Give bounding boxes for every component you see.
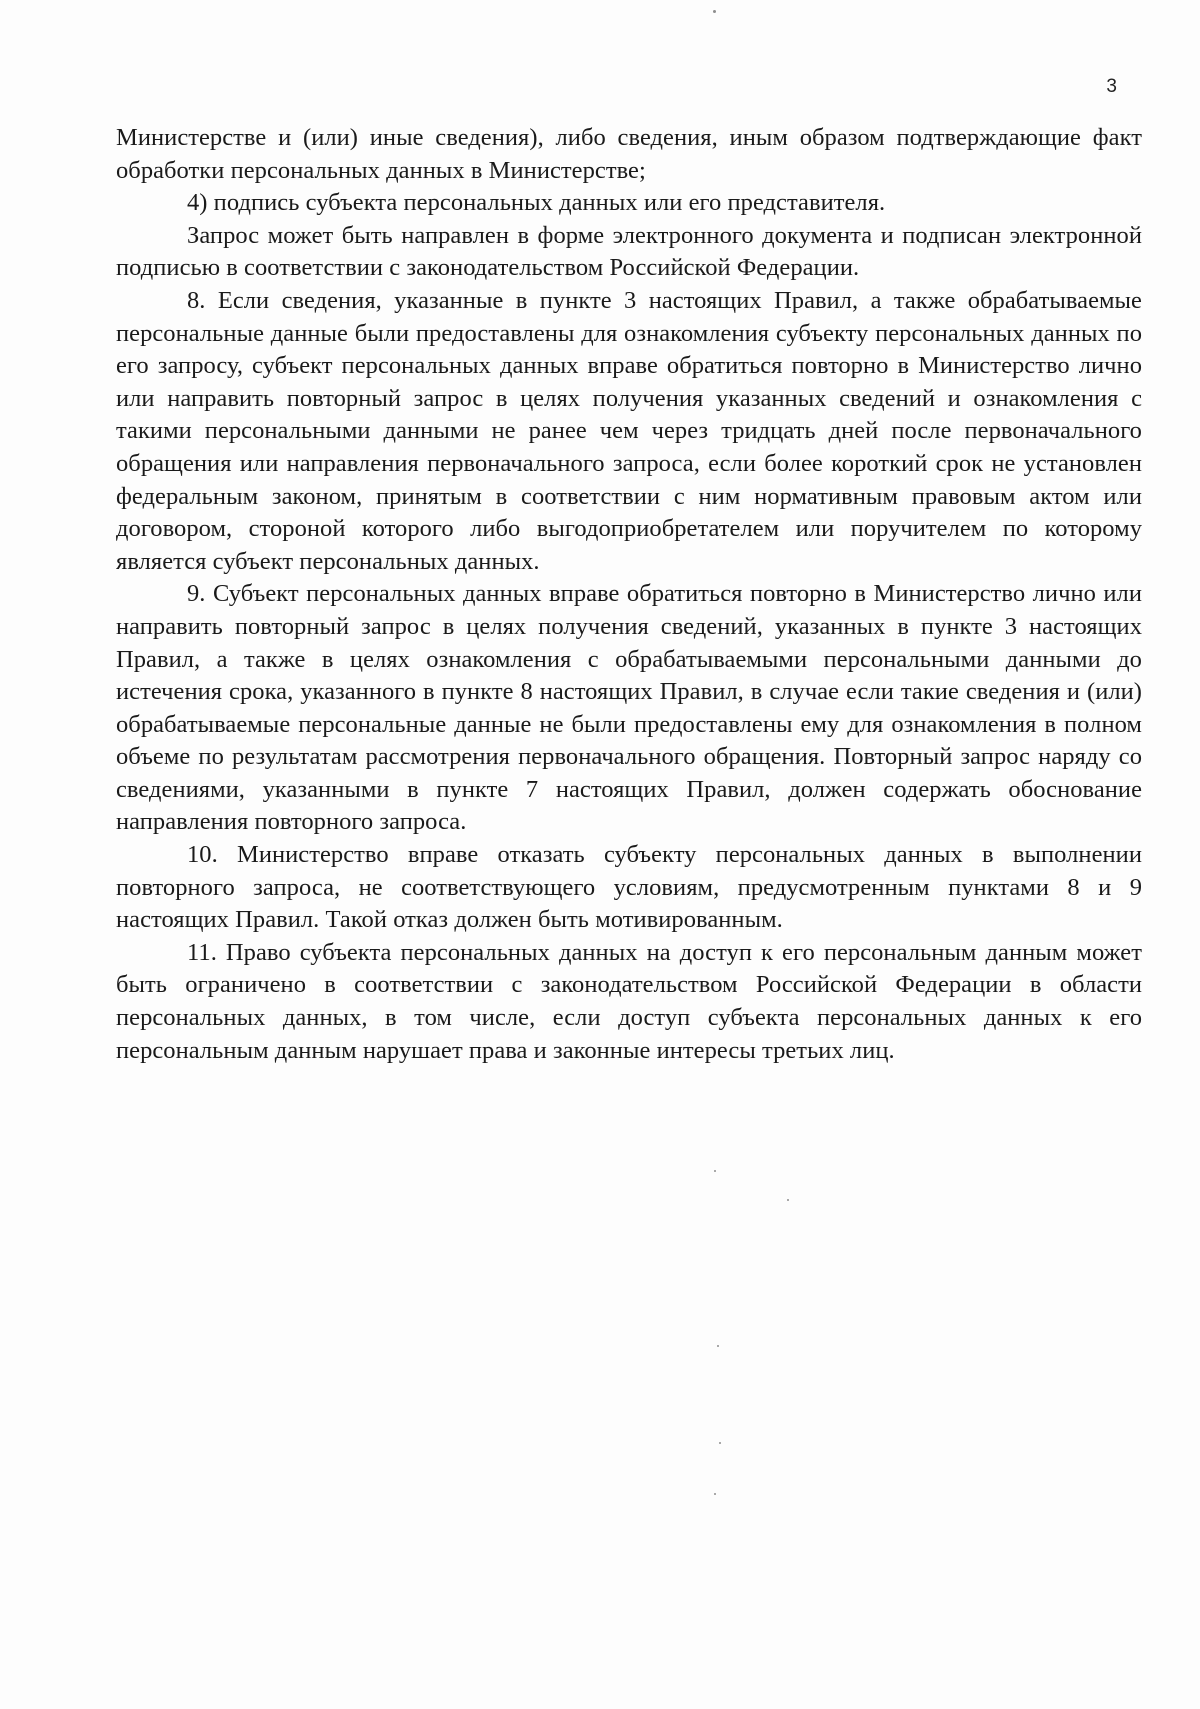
paragraph-clause-11: 11. Право субъекта персональных данных на доступ к его персональным данным может быть ограничено в соответствии с законодательством Российской Федерации в области персональных данных, в том числе, если доступ субъекта персональных данных к его персональным данным нарушает права и законные интересы третьих лиц. bbox=[116, 938, 1142, 1064]
paragraph-electronic-request: Запрос может быть направлен в форме электронного документа и подписан электронной подписью в соответствии с законодательством Российской Федерации. bbox=[116, 221, 1142, 282]
paragraph-item-4: 4) подпись субъекта персональных данных или его представителя. bbox=[187, 189, 886, 217]
document-body bbox=[116, 122, 1142, 1067]
scan-speck bbox=[787, 1199, 789, 1201]
paragraph-clause-10: 10. Министерство вправе отказать субъекту персональных данных в выполнении повторного запроса, не соответствующего условиям, предусмотренным пунктами 8 и 9 настоящих Правил. Такой отказ должен быть мотивированным. bbox=[116, 841, 1142, 934]
scan-speck bbox=[719, 1442, 721, 1444]
paragraph-continuation: Министерстве и (или) иные сведения), либо сведения, иным образом подтверждающие факт обработки персональных данных в Министерстве; bbox=[116, 124, 1142, 184]
paragraph-clause-8: 8. Если сведения, указанные в пункте 3 настоящих Правил, а также обрабатываемые персональные данные были предоставлены для ознакомления субъекту персональных данных по его запросу, субъект персональных данных вправе обратиться повторно в Министерство лично или направить повторный запрос в целях получения указанных сведений и ознакомления с такими персональными данными не ранее чем через тридцать дней после первоначального обращения или направления первоначального запроса, если более короткий срок не установлен федеральным законом, принятым в соответствии с ним нормативным правовым актом или договором, стороной которого либо выгодоприобретателем или поручителем по которому является субъект персональных данных. bbox=[116, 286, 1142, 575]
paragraph-clause-9: 9. Субъект персональных данных вправе обратиться повторно в Министерство лично или направить повторный запрос в целях получения сведений, указанных в пункте 3 настоящих Правил, а также в целях ознакомления с обрабатываемыми персональными данными до истечения срока, указанного в пункте 8 настоящих Правил, в случае если такие сведения и (или) обрабатываемые персональные данные не были предоставлены ему для ознакомления в полном объеме по результатам рассмотрения первоначального обращения. Повторный запрос наряду со сведениями, указанными в пункте 7 настоящих Правил, должен содержать обоснование направления повторного запроса. bbox=[116, 580, 1142, 836]
scan-speck bbox=[717, 1345, 719, 1347]
scan-speck bbox=[713, 10, 716, 13]
scan-speck bbox=[714, 1493, 716, 1495]
page-number: 3 bbox=[1106, 76, 1117, 97]
scan-speck bbox=[714, 1170, 716, 1172]
